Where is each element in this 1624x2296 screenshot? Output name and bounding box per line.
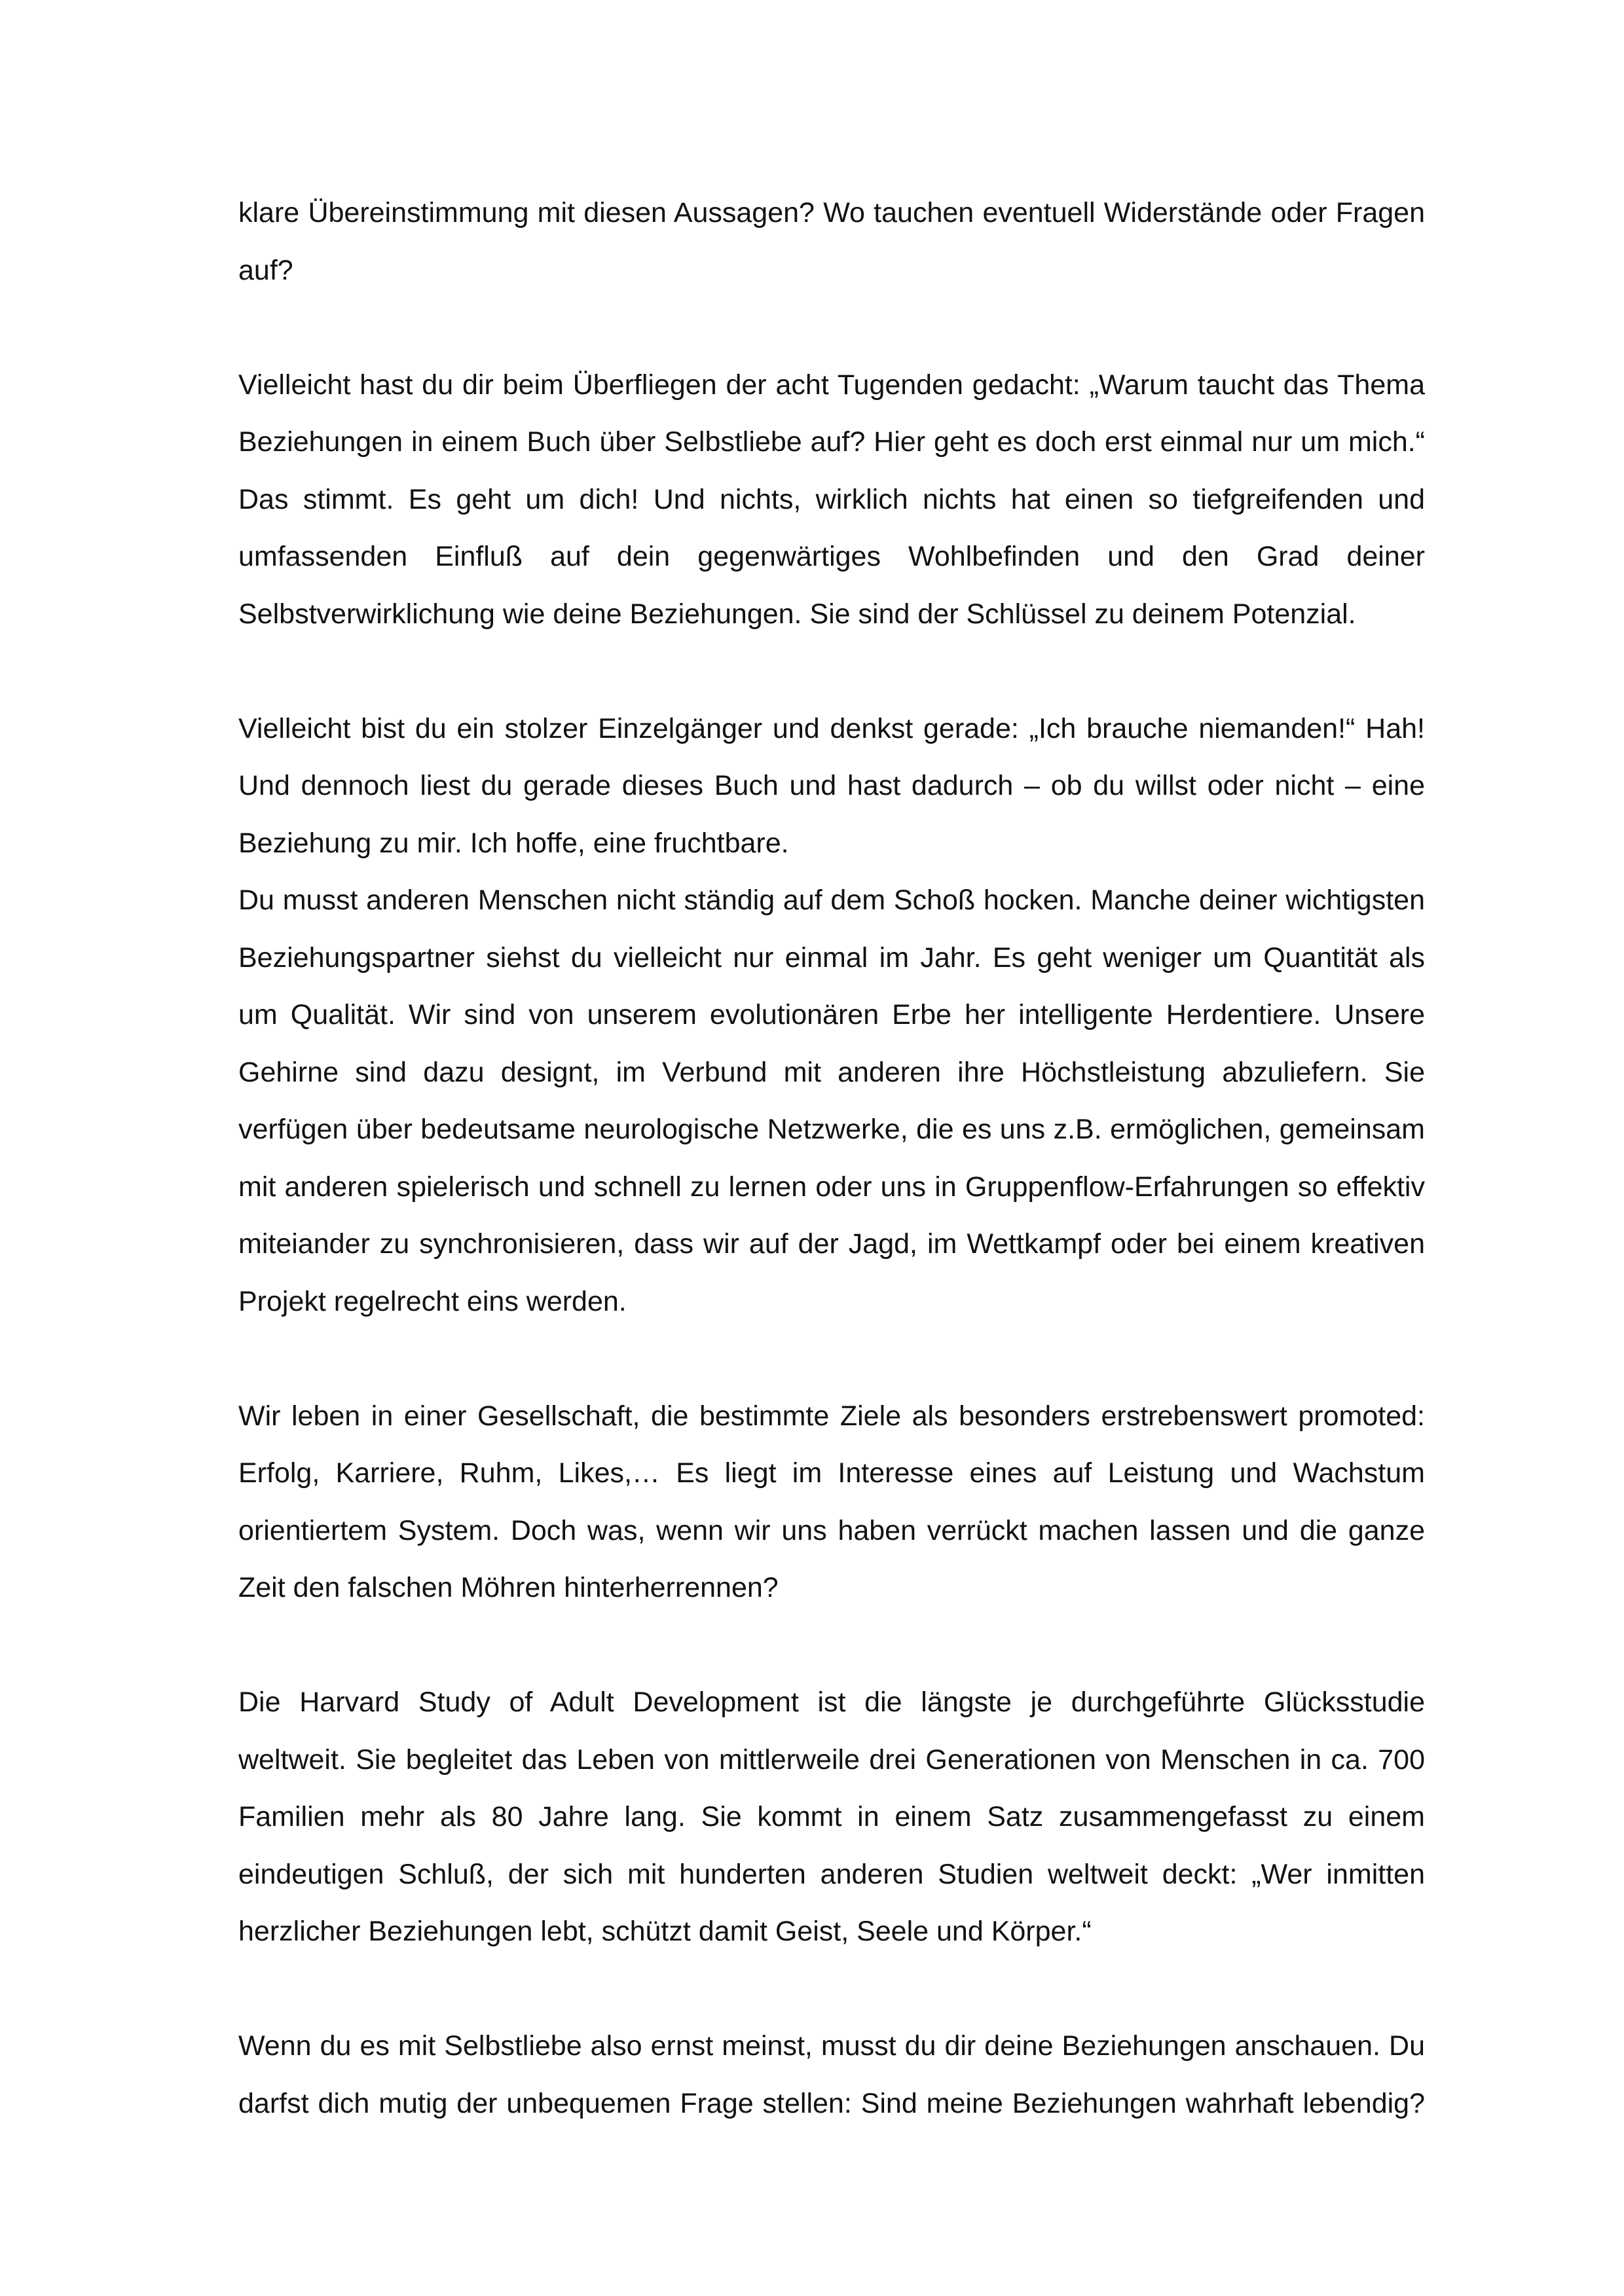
text-line: verfügen über bedeutsame neurologische Netzwerke, die es uns z.B. ermöglichen, gemeinsam [238, 1114, 1425, 1145]
paragraph-2 [238, 357, 1425, 644]
paragraph-6 [238, 2018, 1425, 2132]
text-line: orientiertem System. Doch was, wenn wir uns haben verrückt machen lassen und die ganze [238, 1514, 1425, 1546]
text-line: Beziehung zu mir. Ich hoffe, eine fruchtbare. [238, 827, 789, 859]
text-line: Vielleicht hast du dir beim Überfliegen der acht Tugenden gedacht: „Warum taucht das Thema [238, 369, 1425, 401]
text-line: Erfolg, Karriere, Ruhm, Likes,… Es liegt im Interesse eines auf Leistung und Wachstum [238, 1457, 1425, 1489]
text-line: Projekt regelrecht eins werden. [238, 1285, 627, 1317]
text-line: eindeutigen Schluß, der sich mit hunderten anderen Studien weltweit deckt: „Wer inmitten [238, 1858, 1425, 1890]
paragraph-gap [238, 1961, 1425, 2018]
text-line: Du musst anderen Menschen nicht ständig auf dem Schoß hocken. Manche deiner wichtigsten [238, 884, 1425, 916]
paragraph-1 [238, 185, 1425, 299]
text-line: Beziehungspartner siehst du vielleicht nur einmal im Jahr. Es geht weniger um Quantität als [238, 941, 1425, 974]
text-line: Zeit den falschen Möhren hinterherrennen? [238, 1572, 779, 1603]
text-line: Wenn du es mit Selbstliebe also ernst meinst, musst du dir deine Beziehungen anschauen. Du [238, 2030, 1425, 2062]
text-line: Beziehungen in einem Buch über Selbstliebe auf? Hier geht es doch erst einmal nur um mich.“ [238, 426, 1425, 458]
text-line: Gehirne sind dazu designt, im Verbund mit anderen ihre Höchstleistung abzuliefern. Sie [238, 1056, 1425, 1088]
text-line: klare Übereinstimmung mit diesen Aussagen? Wo tauchen eventuell Widerstände oder Fragen [238, 197, 1425, 228]
text-line: darfst dich mutig der unbequemen Frage stellen: Sind meine Beziehungen wahrhaft lebendig? [238, 2087, 1425, 2119]
text-line: herzlicher Beziehungen lebt, schützt damit Geist, Seele und Körper.“ [238, 1916, 1092, 1947]
paragraph-3 [238, 701, 1425, 1331]
text-line: mit anderen spielerisch und schnell zu lernen oder uns in Gruppenflow-Erfahrungen so effektiv [238, 1171, 1425, 1203]
text-line: Vielleicht bist du ein stolzer Einzelgänger und denkst gerade: „Ich brauche niemanden!“ Hah! [238, 712, 1425, 744]
text-line: auf? [238, 254, 293, 286]
paragraph-4 [238, 1388, 1425, 1617]
text-line: umfassenden Einfluß auf dein gegenwärtiges Wohlbefinden und den Grad deiner [238, 541, 1425, 572]
paragraph-gap [238, 1617, 1425, 1675]
paragraph-gap [238, 643, 1425, 701]
paragraph-5 [238, 1674, 1425, 1961]
text-line: weltweit. Sie begleitet das Leben von mittlerweile drei Generationen von Menschen in ca. 700 [238, 1743, 1425, 1776]
text-line: Selbstverwirklichung wie deine Beziehungen. Sie sind der Schlüssel zu deinem Potenzial. [238, 598, 1356, 630]
text-line: Familien mehr als 80 Jahre lang. Sie kommt in einem Satz zusammengefasst zu einem [238, 1801, 1425, 1832]
text-line: miteiander zu synchronisieren, dass wir auf der Jagd, im Wettkampf oder bei einem kreativen [238, 1228, 1425, 1260]
text-line: Und dennoch liest du gerade dieses Buch und hast dadurch – ob du willst oder nicht – eine [238, 770, 1425, 801]
text-line: Das stimmt. Es geht um dich! Und nichts, wirklich nichts hat einen so tiefgreifenden und [238, 483, 1425, 515]
text-line: Wir leben in einer Gesellschaft, die bestimmte Ziele als besonders erstrebenswert promoted: [238, 1400, 1425, 1432]
text-line: um Qualität. Wir sind von unserem evolutionären Erbe her intelligente Herdentiere. Unsere [238, 999, 1425, 1030]
paragraph-gap [238, 1330, 1425, 1388]
body-text [238, 185, 1425, 2132]
paragraph-gap [238, 299, 1425, 357]
text-line: Die Harvard Study of Adult Development ist die längste je durchgeführte Glücksstudie [238, 1686, 1425, 1718]
